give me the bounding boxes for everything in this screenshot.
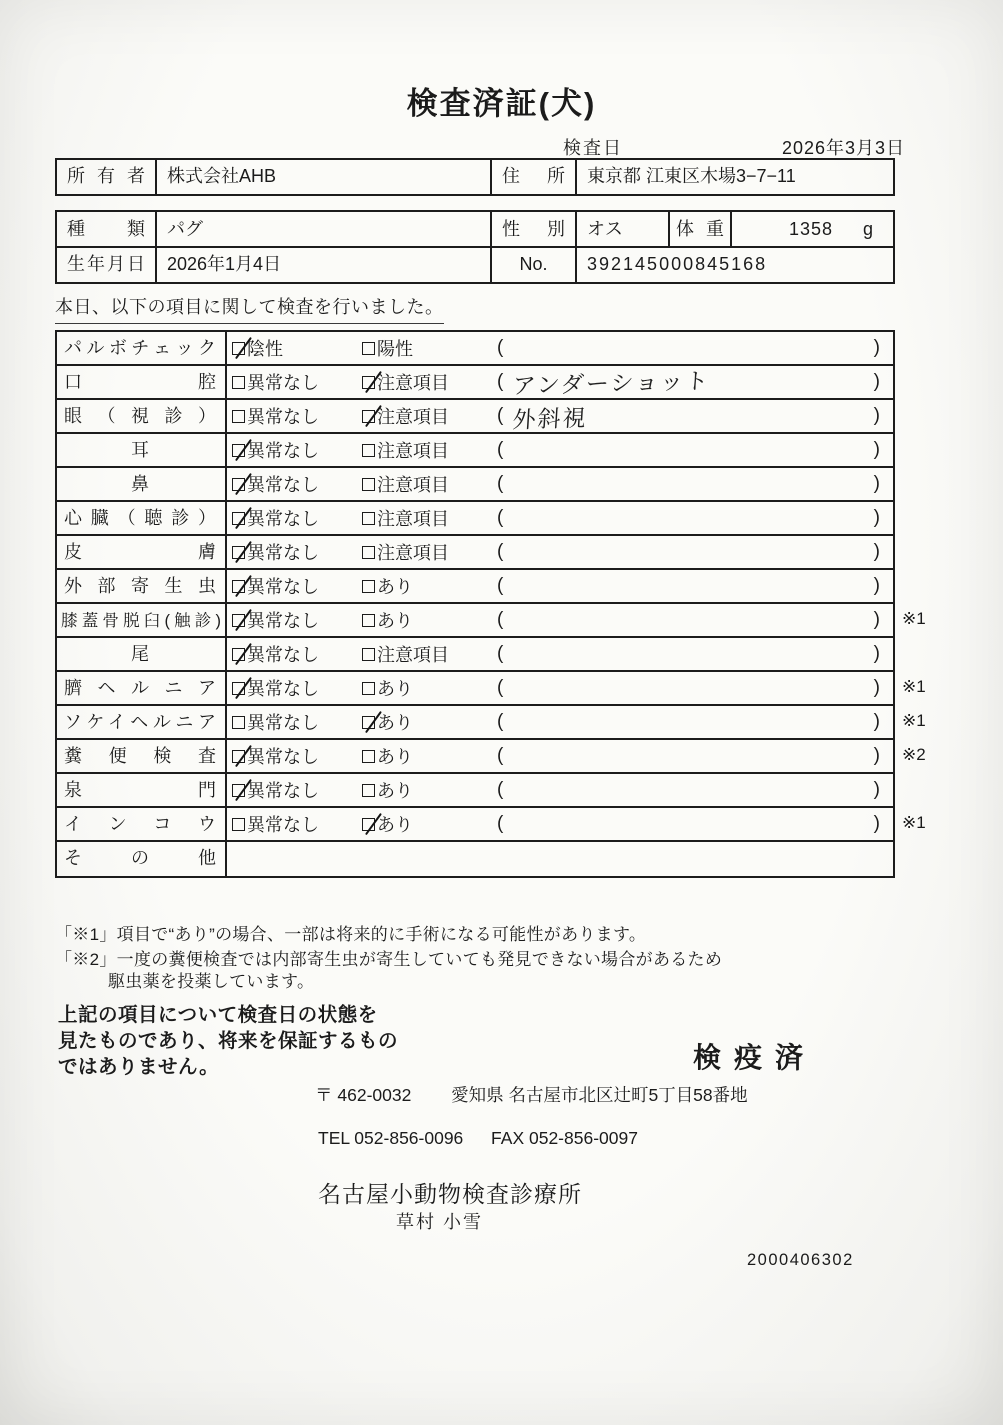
option1-checkbox [232, 342, 245, 355]
option2 [362, 811, 497, 837]
disclaimer [58, 1002, 398, 1080]
remarks-area [497, 575, 893, 597]
option2-label: 注意項目 [377, 475, 449, 495]
item-label: 泉門 [57, 774, 227, 806]
option1-label: 異常なし [247, 543, 319, 563]
option2-checkbox [362, 648, 375, 661]
row-note: ※1 [902, 677, 926, 696]
option2-checkbox [362, 444, 375, 457]
weight-label: 体重 [670, 212, 732, 246]
clinic-address-line [315, 1082, 748, 1107]
option1 [232, 471, 362, 497]
item-label: ソケイヘルニア [57, 706, 227, 738]
remarks-area [497, 779, 893, 801]
animal-row-2 [57, 248, 893, 282]
remarks-area [497, 745, 893, 767]
option2-label: あり [377, 815, 413, 835]
table-row [57, 672, 926, 706]
paren-open: ( [497, 371, 504, 392]
option1-checkbox [232, 546, 245, 559]
option1 [232, 709, 362, 735]
animal-row-1 [57, 212, 893, 248]
remarks-area [497, 473, 893, 495]
option2-label: あり [377, 747, 413, 767]
address-value: 東京都 江東区木場3−7−11 [587, 166, 796, 186]
paren-open: ( [497, 643, 504, 664]
option1-label: 陰性 [247, 339, 283, 359]
option1-label: 異常なし [247, 679, 319, 699]
option2-checkbox [362, 784, 375, 797]
item-result-cell [227, 536, 893, 568]
option2-checkbox [362, 342, 375, 355]
option2 [362, 743, 497, 769]
handwritten-remark [513, 646, 874, 655]
handwritten-remark [513, 748, 874, 757]
clinic-fax: FAX 052-856-0097 [491, 1128, 638, 1148]
option2-label: 注意項目 [377, 645, 449, 665]
option2 [362, 607, 497, 633]
option1-checkbox [232, 444, 245, 457]
option1-checkbox [232, 716, 245, 729]
disclaimer-line-1: 上記の項目について検査日の状態を [58, 1004, 378, 1026]
item-label: 耳 [57, 434, 227, 466]
table-row [57, 434, 893, 468]
clinic-name: 名古屋小動物検査診療所 [318, 1181, 582, 1207]
handwritten-remark [513, 782, 874, 791]
option1 [232, 777, 362, 803]
item-result-cell [227, 604, 893, 636]
no-value: 392145000845168 [587, 254, 768, 274]
remarks-area [497, 643, 893, 665]
option2 [362, 403, 497, 429]
option1 [232, 675, 362, 701]
item-result-cell [227, 672, 893, 704]
quarantine-stamp: 検疫済 [693, 1042, 817, 1073]
table-row [57, 400, 893, 434]
item-label: 皮膚 [57, 536, 227, 568]
option2-checkbox [362, 750, 375, 763]
item-result-cell [227, 502, 893, 534]
option1 [232, 505, 362, 531]
paren-close: ) [873, 813, 880, 834]
option1-label: 異常なし [247, 781, 319, 801]
option2-checkbox [362, 478, 375, 491]
item-label: 眼（視診） [57, 400, 227, 432]
sex-value: オス [577, 212, 670, 246]
table-row [57, 604, 926, 638]
option2-label: 注意項目 [377, 441, 449, 461]
option1 [232, 437, 362, 463]
paren-close: ) [873, 405, 880, 426]
option1-label: 異常なし [247, 509, 319, 529]
option2-checkbox [362, 546, 375, 559]
handwritten-remark [513, 544, 874, 553]
option2-label: 注意項目 [377, 543, 449, 563]
option1-label: 異常なし [247, 577, 319, 597]
handwritten-remark: アンダーショット [512, 367, 712, 399]
birth-value: 2026年1月4日 [157, 248, 492, 282]
option2-checkbox [362, 410, 375, 423]
option1-checkbox [232, 376, 245, 389]
item-result-cell [227, 570, 893, 602]
table-row [57, 502, 893, 536]
option2-checkbox [362, 376, 375, 389]
remarks-area [497, 439, 893, 461]
paren-open: ( [497, 813, 504, 834]
paren-open: ( [497, 779, 504, 800]
row-note: ※1 [902, 609, 926, 628]
option2 [362, 369, 497, 395]
option1-label: 異常なし [247, 611, 319, 631]
table-row [57, 706, 926, 740]
handwritten-remark [513, 510, 874, 519]
item-result-cell [227, 468, 893, 500]
table-row [57, 740, 926, 774]
paren-close: ) [873, 575, 880, 596]
page-title: 検査済証(犬) [406, 86, 597, 121]
item-label: インコウ [57, 808, 227, 840]
postal-mark: 〒 [315, 1085, 333, 1105]
inspection-date-value: 2026年3月3日 [782, 138, 906, 158]
option2-label: あり [377, 679, 413, 699]
paren-close: ) [873, 507, 880, 528]
option2-checkbox [362, 580, 375, 593]
inspection-table [55, 330, 926, 878]
clinic-address: 愛知県 名古屋市北区辻町5丁目58番地 [451, 1085, 748, 1105]
paren-open: ( [497, 745, 504, 766]
option2 [362, 437, 497, 463]
no-label: No. [492, 248, 577, 282]
option2 [362, 641, 497, 667]
paren-open: ( [497, 405, 504, 426]
option2-label: あり [377, 577, 413, 597]
owner-table [55, 158, 895, 196]
item-label: 口腔 [57, 366, 227, 398]
row-note: ※1 [902, 711, 926, 730]
paren-close: ) [873, 609, 880, 630]
item-result-cell [227, 434, 893, 466]
paren-open: ( [497, 507, 504, 528]
option1-checkbox [232, 648, 245, 661]
intro-text: 本日、以下の項目に関して検査を行いました。 [55, 293, 444, 324]
paren-open: ( [497, 541, 504, 562]
option2-label: あり [377, 781, 413, 801]
item-result-cell [227, 638, 893, 670]
disclaimer-line-2: 見たものであり、将来を保証するもの [58, 1030, 399, 1052]
option1-checkbox [232, 818, 245, 831]
item-result-cell [227, 400, 893, 432]
option1-checkbox [232, 410, 245, 423]
paren-open: ( [497, 473, 504, 494]
breed-label: 種類 [57, 212, 157, 246]
owner-value: 株式会社AHB [157, 160, 492, 194]
option2-label: 注意項目 [377, 509, 449, 529]
remarks-area [497, 711, 893, 733]
paren-close: ) [873, 711, 880, 732]
table-row [57, 774, 893, 808]
option1 [232, 607, 362, 633]
paren-open: ( [497, 677, 504, 698]
remarks-area [497, 813, 893, 835]
item-result-cell [227, 842, 893, 876]
footnote-1: 「※1」項目で“あり”の場合、一部は将来的に手術になる可能性があります。 [55, 925, 647, 944]
paren-close: ) [873, 677, 880, 698]
paren-open: ( [497, 439, 504, 460]
address-label: 住所 [492, 160, 577, 194]
option2-label: 注意項目 [377, 407, 449, 427]
handwritten-remark [513, 816, 874, 825]
option1 [232, 743, 362, 769]
item-result-cell [227, 366, 893, 398]
option1-label: 異常なし [247, 373, 319, 393]
paren-close: ) [873, 337, 880, 358]
option1 [232, 641, 362, 667]
remarks-area [497, 507, 893, 529]
table-row [57, 570, 893, 604]
option2-label: あり [377, 611, 413, 631]
item-result-cell [227, 332, 893, 364]
option2-checkbox [362, 716, 375, 729]
handwritten-remark [513, 442, 874, 451]
option2 [362, 709, 497, 735]
item-label: 心臓（聴診） [57, 502, 227, 534]
breed-value: パグ [157, 212, 492, 246]
option2 [362, 539, 497, 565]
table-row [57, 842, 893, 876]
item-label: 膝蓋骨脱臼(触診) [57, 604, 227, 636]
option2-label: 陽性 [377, 339, 413, 359]
paren-close: ) [873, 541, 880, 562]
option1 [232, 369, 362, 395]
item-result-cell [227, 706, 893, 738]
option2-label: 注意項目 [377, 373, 449, 393]
table-row [57, 536, 893, 570]
animal-table [55, 210, 895, 284]
option2-checkbox [362, 818, 375, 831]
remarks-area [497, 541, 893, 563]
paren-open: ( [497, 609, 504, 630]
option1-label: 異常なし [247, 407, 319, 427]
paren-open: ( [497, 711, 504, 732]
footnote-2-line1: 「※2」一度の糞便検査では内部寄生虫が寄生していても発見できない場合があるため [55, 950, 723, 969]
handwritten-remark [513, 612, 874, 621]
item-label: パルボチェック [57, 332, 227, 364]
table-row [57, 638, 893, 672]
item-label: 鼻 [57, 468, 227, 500]
option1-label: 異常なし [247, 815, 319, 835]
remarks-area [497, 337, 893, 359]
option2 [362, 675, 497, 701]
paren-close: ) [873, 371, 880, 392]
serial-number: 2000406302 [747, 1251, 854, 1269]
option2-checkbox [362, 512, 375, 525]
handwritten-remark: 外斜視 [512, 404, 589, 433]
weight-value: 1358 [788, 219, 833, 239]
option1-checkbox [232, 682, 245, 695]
option1-checkbox [232, 614, 245, 627]
option2-checkbox [362, 614, 375, 627]
handwritten-remark [513, 340, 874, 349]
paren-open: ( [497, 575, 504, 596]
option2-checkbox [362, 682, 375, 695]
item-label: 尾 [57, 638, 227, 670]
item-label: 糞便検査 [57, 740, 227, 772]
option1-label: 異常なし [247, 441, 319, 461]
remarks-area [497, 400, 893, 433]
option2-label: あり [377, 713, 413, 733]
item-label: 外部寄生虫 [57, 570, 227, 602]
owner-row [57, 160, 893, 194]
handwritten-remark [513, 680, 874, 689]
handwritten-remark [513, 714, 874, 723]
option2 [362, 505, 497, 531]
remarks-area [497, 677, 893, 699]
option1-label: 異常なし [247, 475, 319, 495]
clinic-tel-line [318, 1128, 638, 1149]
item-result-cell [227, 774, 893, 806]
option1 [232, 539, 362, 565]
paren-close: ) [873, 779, 880, 800]
birth-label: 生年月日 [57, 248, 157, 282]
item-label: その他 [57, 842, 227, 876]
inspection-date-label: 検査日 [563, 138, 623, 158]
disclaimer-line-3: ではありません。 [58, 1056, 220, 1078]
option1 [232, 811, 362, 837]
row-note: ※1 [902, 813, 926, 832]
option1-label: 異常なし [247, 747, 319, 767]
option1 [232, 403, 362, 429]
item-result-cell [227, 740, 893, 772]
table-row [57, 808, 926, 842]
option1-label: 異常なし [247, 713, 319, 733]
handwritten-remark [513, 476, 874, 485]
paren-close: ) [873, 439, 880, 460]
clinic-tel: TEL 052-856-0096 [318, 1128, 464, 1148]
veterinarian-name: 草村 小雪 [396, 1212, 484, 1232]
handwritten-remark [513, 578, 874, 587]
item-label: 臍ヘルニア [57, 672, 227, 704]
table-row [57, 468, 893, 502]
postal-code: 462-0032 [337, 1085, 412, 1105]
option1-checkbox [232, 478, 245, 491]
paren-close: ) [873, 473, 880, 494]
row-note: ※2 [902, 745, 926, 764]
option1-checkbox [232, 580, 245, 593]
paren-open: ( [497, 337, 504, 358]
option1 [232, 335, 362, 361]
option1-checkbox [232, 512, 245, 525]
option2 [362, 573, 497, 599]
option2 [362, 471, 497, 497]
weight-unit: g [863, 219, 874, 239]
sex-label: 性別 [492, 212, 577, 246]
option1-label: 異常なし [247, 645, 319, 665]
weight-cell [732, 212, 893, 246]
option1-checkbox [232, 784, 245, 797]
option2 [362, 777, 497, 803]
option2 [362, 335, 497, 361]
owner-label: 所有者 [57, 160, 157, 194]
option1-checkbox [232, 750, 245, 763]
paren-close: ) [873, 643, 880, 664]
footnote-2-line2: 駆虫薬を投薬しています。 [108, 972, 315, 991]
remarks-area [497, 609, 893, 631]
item-result-cell [227, 808, 893, 840]
option1 [232, 573, 362, 599]
paren-close: ) [873, 745, 880, 766]
